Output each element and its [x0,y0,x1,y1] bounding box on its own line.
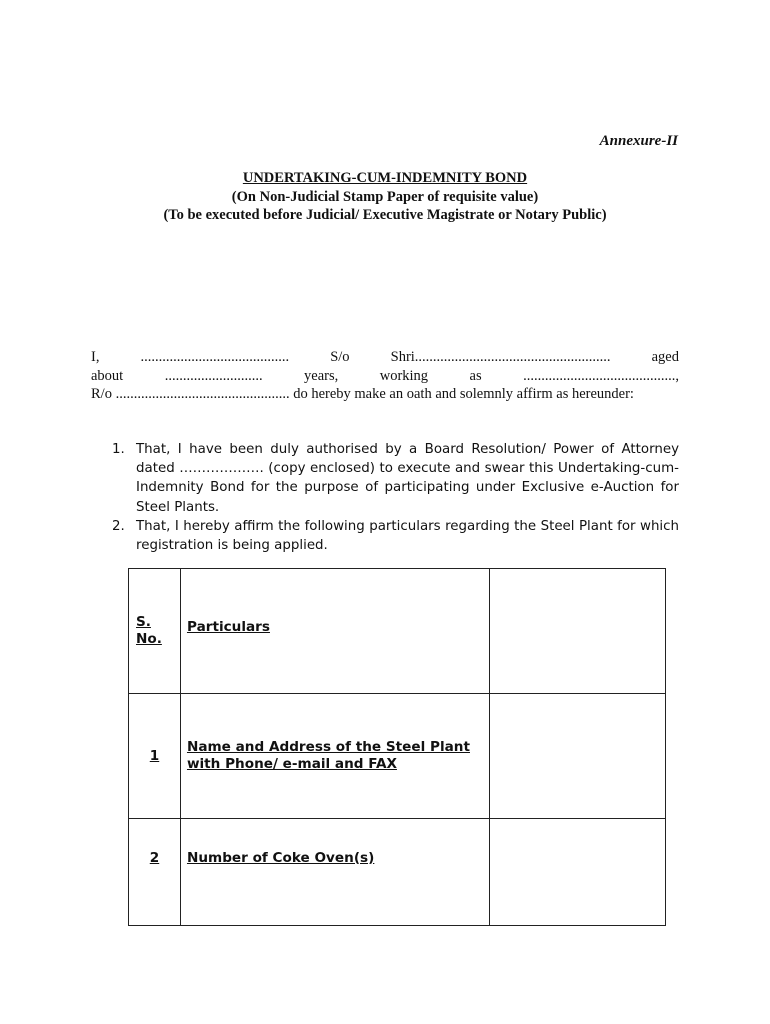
row-particulars-label: Number of Coke Oven(s) [186,849,375,866]
row-sno-label: 1 [149,747,160,764]
row-particulars [180,694,489,819]
row-value-cell[interactable] [490,819,666,926]
annexure-label: Annexure-II [599,133,678,149]
row-sno [129,819,181,926]
affirmation-points [112,440,679,555]
document-title-block [0,169,770,225]
father-name-blank: Shri...................................................... [390,349,611,365]
header-particulars [180,569,489,694]
age-blank: ........................... [164,367,263,384]
name-blank: ......................................... [140,349,290,365]
table-header-row [129,569,666,694]
row-sno [129,694,181,819]
intro-line-2 [91,367,679,386]
list-item-number: 2. [112,518,125,534]
row-particulars [180,819,489,926]
document-subtitle-stamp-paper: (On Non-Judicial Stamp Paper of requisite value) [231,188,539,205]
header-particulars-label: Particulars [186,618,270,635]
designation-blank: .........................................., [523,367,679,384]
list-item-text: That, I have been duly authorised by a Board Resolution/ Power of Attorney dated ………………. (copy enclosed) to execute and swear this Undertaking-cum-Indemnity Bond for the purpose of participating under Exclusive e-Auction for Steel Plants. [136,442,679,515]
intro-word: aged [651,349,679,365]
intro-word: about [91,367,124,384]
row-sno-label: 2 [149,849,160,866]
table-row [129,819,666,926]
table-row [129,694,666,819]
list-item [112,440,679,517]
intro-word: S/o [330,349,350,365]
intro-line-3: R/o ................................................ do hereby make an oath and solemnly affirm as hereunder: [91,386,634,402]
header-value [490,569,666,694]
declaration-intro [91,348,679,404]
row-particulars-label: Name and Address of the Steel Plant with Phone/ e-mail and FAX [186,739,470,772]
intro-line-1 [91,348,679,367]
list-item [112,517,679,555]
intro-word: I, [91,349,100,365]
list-item-number: 1. [112,442,125,457]
intro-word: as [469,367,482,384]
header-sno-label: S. No. [136,614,162,647]
particulars-table [128,568,666,926]
header-sno [129,569,181,694]
list-item-text: That, I hereby affirm the following particulars regarding the Steel Plant for which registration is being applied. [136,518,679,554]
intro-word: working [379,367,429,384]
document-title: UNDERTAKING-CUM-INDEMNITY BOND [242,170,528,186]
intro-word: years, [304,367,339,384]
document-subtitle-execution: (To be executed before Judicial/ Executive Magistrate or Notary Public) [163,207,607,223]
row-value-cell[interactable] [490,694,666,819]
